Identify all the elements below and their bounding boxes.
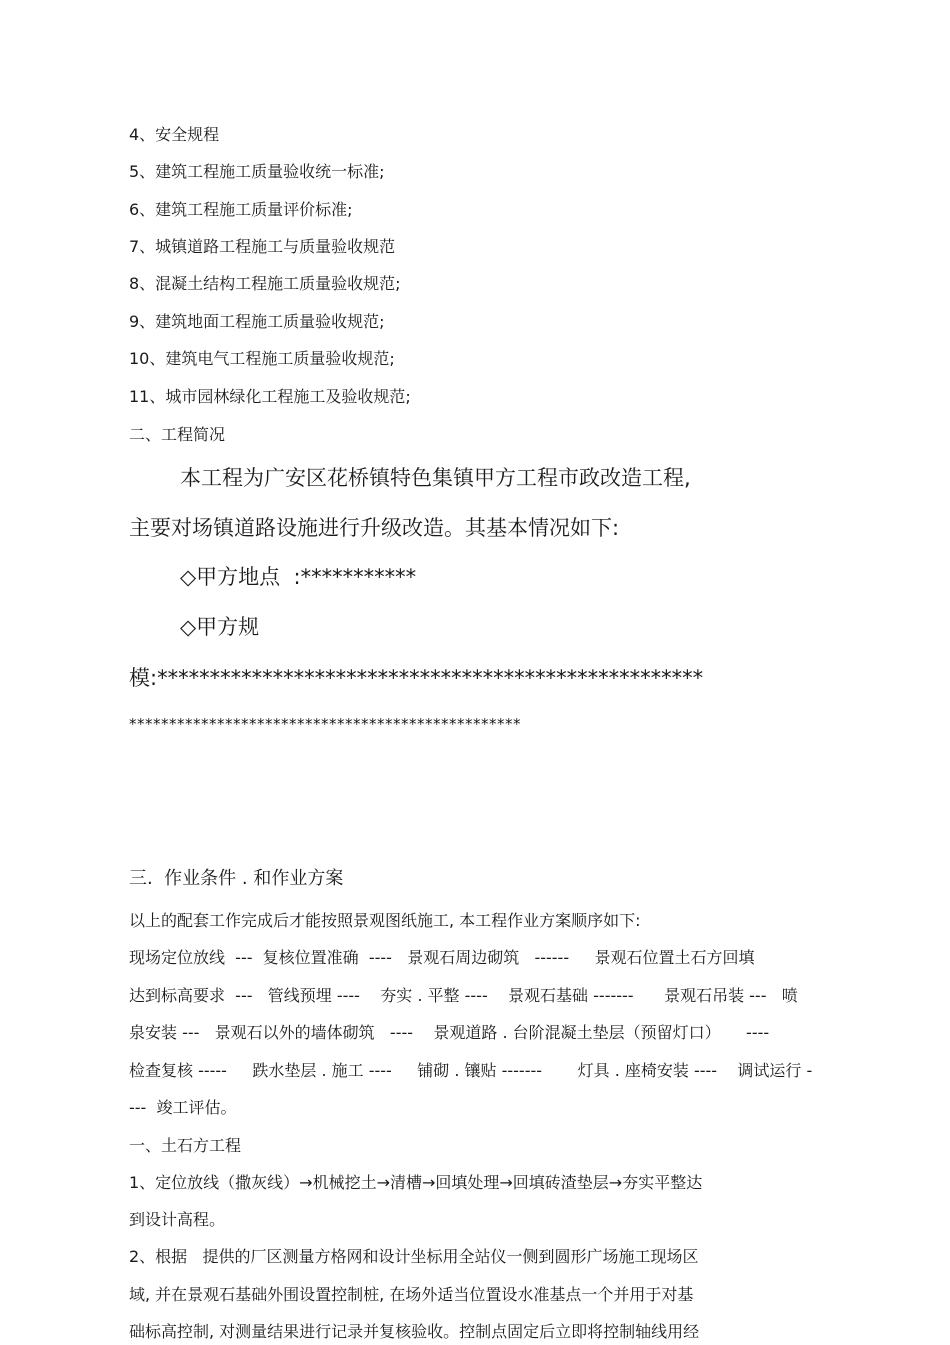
- section-heading: 三. 作业条件 . 和作业方案: [129, 868, 344, 889]
- project-scale-value: 模:****************************************************: [129, 666, 704, 690]
- paragraph-line: 达到标高要求 --- 管线预埋 ---- 夯实 . 平整 ---- 景观石基础 ------- 景观石吊装 --- 喷: [129, 986, 798, 1005]
- list-item: 4、安全规程: [129, 125, 220, 144]
- paragraph-line: 域, 并在景观石基础外围设置控制桩, 在场外适当位置设水准基点一个并用于对基: [129, 1285, 694, 1304]
- list-item: 5、建筑工程施工质量验收统一标准;: [129, 162, 385, 181]
- list-item: 8、混凝土结构工程施工质量验收规范;: [129, 274, 401, 293]
- paragraph-line: 检查复核 ----- 跌水垫层 . 施工 ---- 铺砌 . 镶贴 ------- 灯具 . 座椅安装 ---- 调试运行 -: [129, 1061, 813, 1080]
- paragraph-line: 以上的配套工作完成后才能按照景观图纸施工, 本工程作业方案顺序如下:: [129, 911, 641, 930]
- paragraph-line: 1、定位放线（撒灰线）→机械挖土→清槽→回填处理→回填砖渣垫层→夯实平整达: [129, 1173, 703, 1192]
- paragraph-line: --- 竣工评估。: [129, 1098, 237, 1117]
- section-heading: 二、工程简况: [129, 425, 226, 444]
- section-heading: 一、土石方工程: [129, 1136, 242, 1155]
- paragraph-line: 本工程为广安区花桥镇特色集镇甲方工程市政改造工程,: [180, 466, 691, 490]
- project-scale-label: ◇甲方规: [180, 615, 260, 639]
- list-item: 7、城镇道路工程施工与质量验收规范: [129, 237, 396, 256]
- list-item: 9、建筑地面工程施工质量验收规范;: [129, 312, 385, 331]
- paragraph-line: 泉安装 --- 景观石以外的墙体砌筑 ---- 景观道路 . 台阶混凝土垫层（预留灯口） ----: [129, 1023, 770, 1042]
- list-item: 11、城市园林绿化工程施工及验收规范;: [129, 387, 411, 406]
- paragraph-line: 到设计高程。: [129, 1210, 226, 1229]
- paragraph-line: 主要对场镇道路设施进行升级改造。其基本情况如下:: [129, 516, 620, 540]
- project-location: ◇甲方地点 :***********: [180, 565, 417, 589]
- list-item: 10、建筑电气工程施工质量验收规范;: [129, 349, 395, 368]
- paragraph-line: 现场定位放线 --- 复核位置准确 ---- 景观石周边砌筑 ------ 景观石位置土石方回填: [129, 948, 755, 967]
- project-scale-value-cont: *************************************************: [129, 715, 521, 733]
- paragraph-line: 础标高控制, 对测量结果进行记录并复核验收。控制点固定后立即将控制轴线用经: [129, 1322, 700, 1341]
- list-item: 6、建筑工程施工质量评价标准;: [129, 200, 353, 219]
- paragraph-line: 2、根据 提供的厂区测量方格网和设计坐标用全站仪一侧到圆形广场施工现场区: [129, 1247, 699, 1266]
